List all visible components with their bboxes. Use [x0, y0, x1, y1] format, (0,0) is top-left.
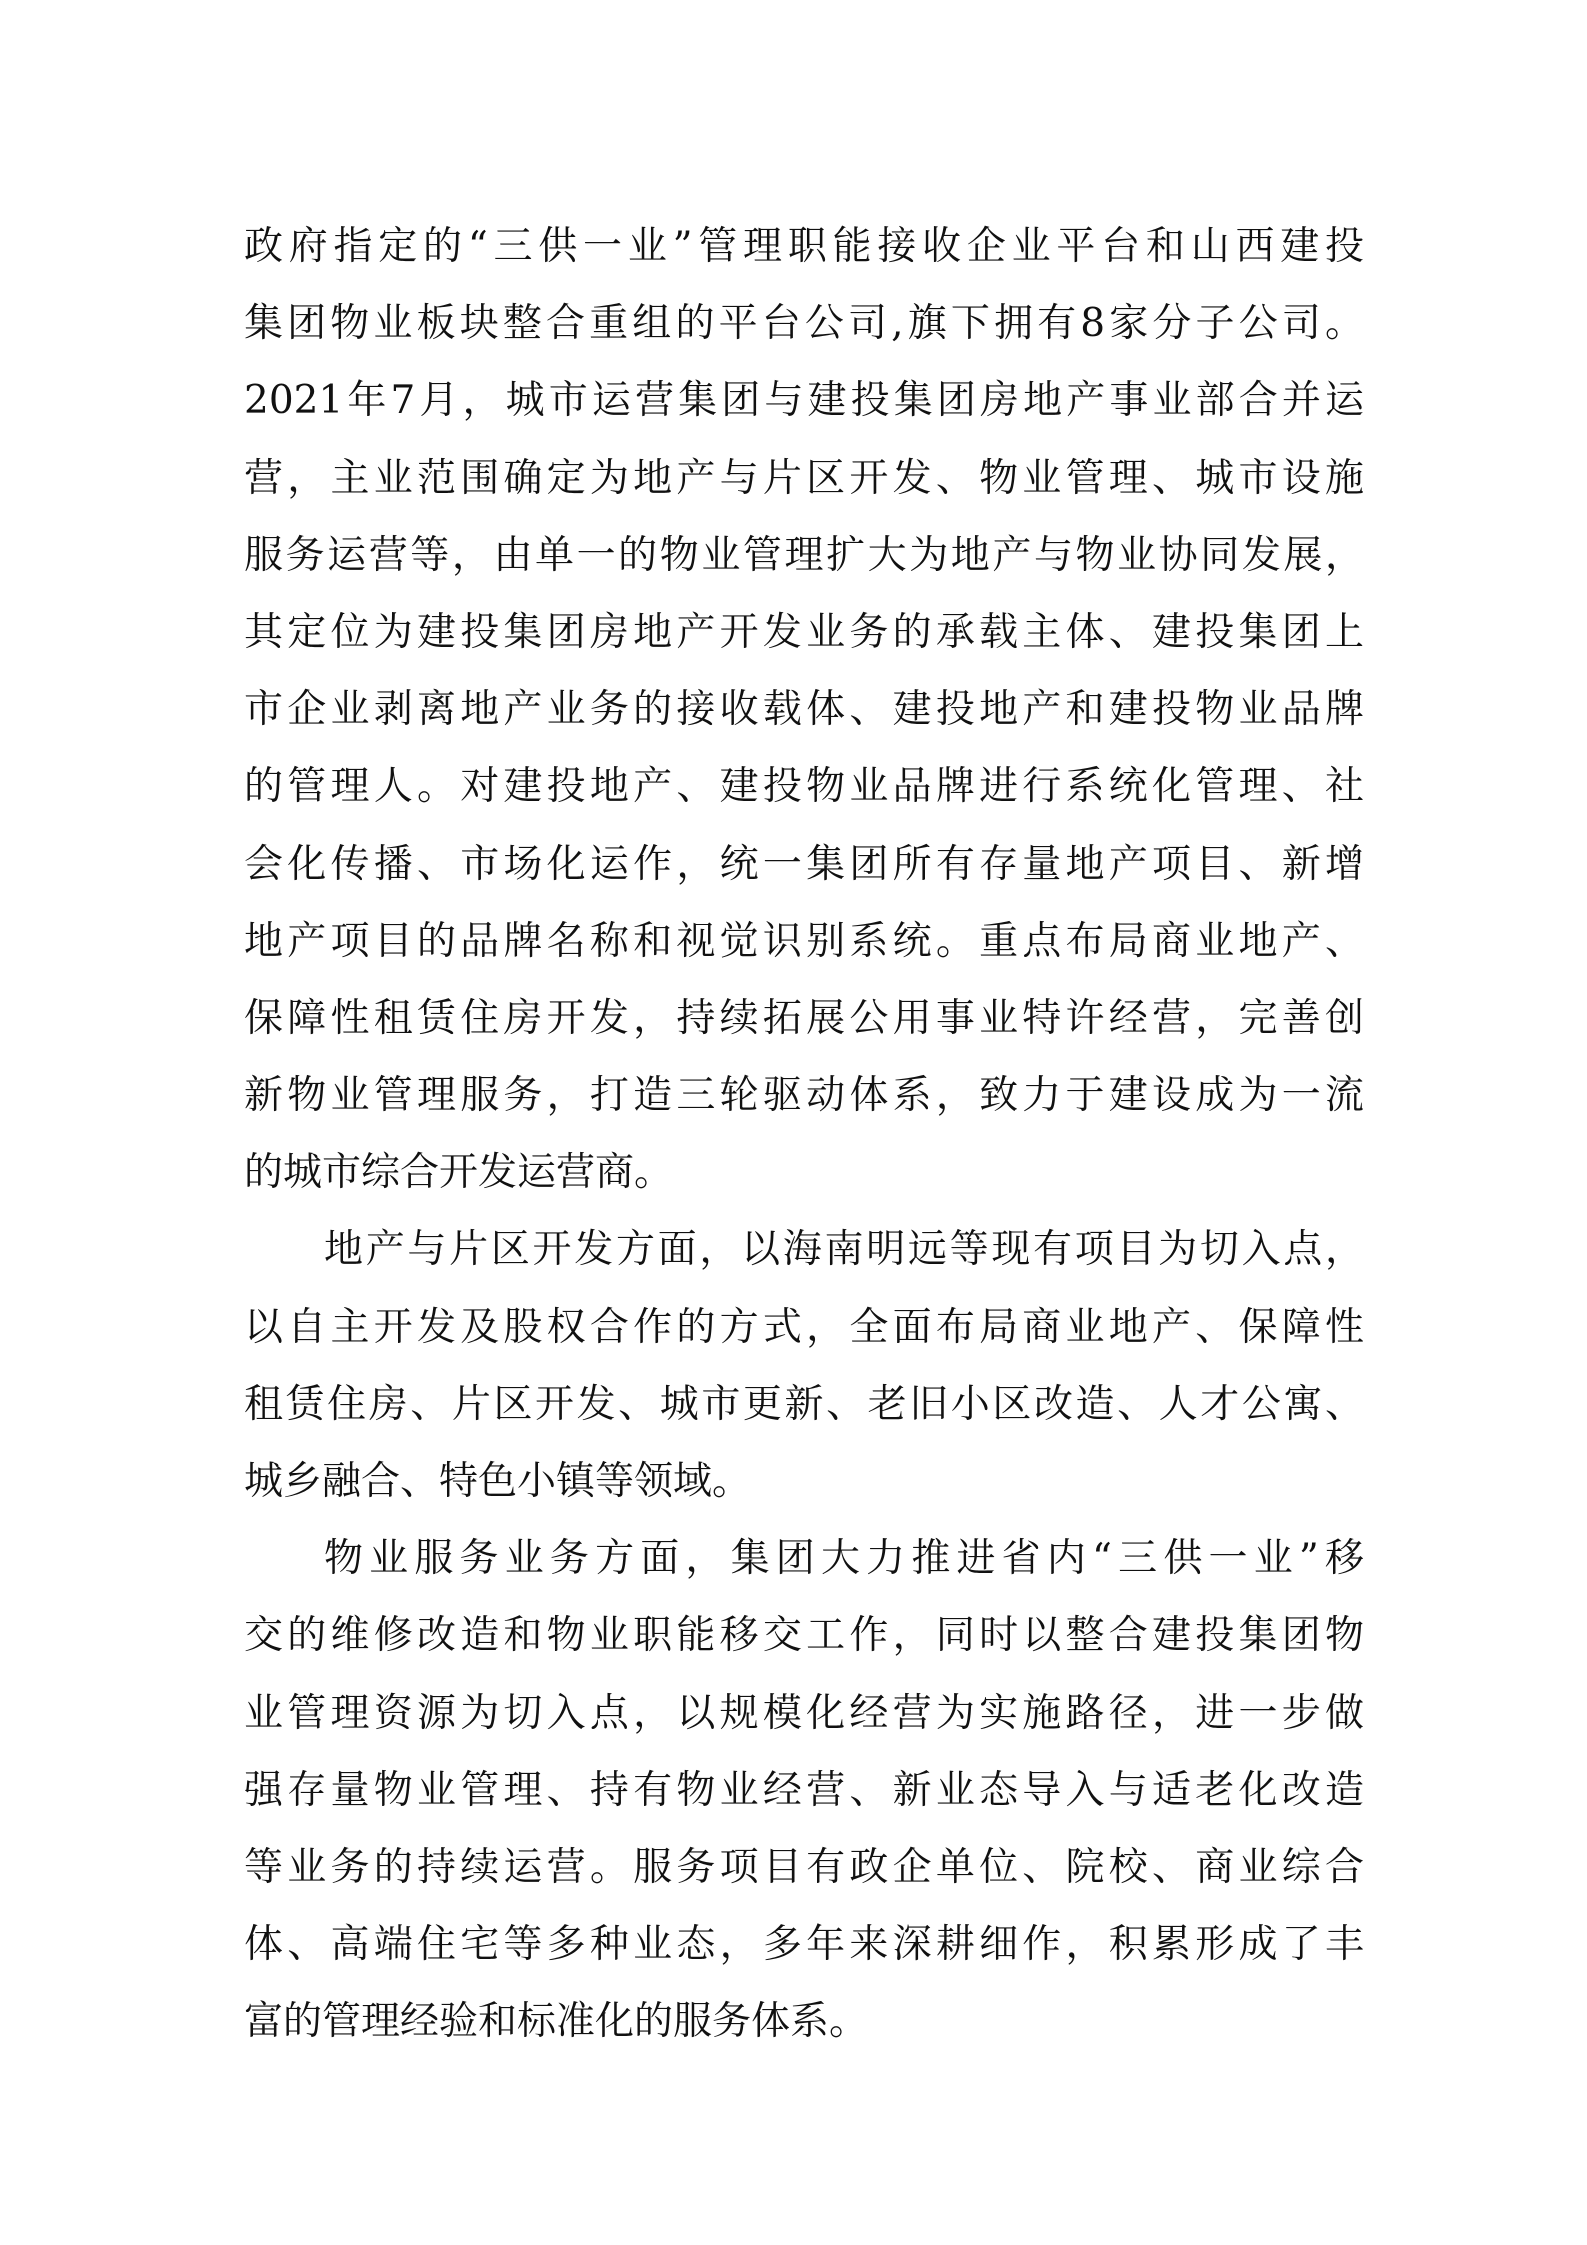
text-line: 地产项目的品牌名称和视觉识别系统。重点布局商业地产、 [244, 918, 1364, 964]
text-line: 的管理人。对建投地产、建投物业品牌进行系统化管理、社 [244, 764, 1364, 810]
paragraph-company-positioning [244, 208, 1364, 1211]
text-line: 物业服务业务方面，集团大力推进省内“三供一业”移 [324, 1536, 1364, 1582]
text-line: 营，主业范围确定为地产与片区开发、物业管理、城市设施 [244, 455, 1364, 501]
document-body [244, 208, 1364, 2061]
paragraph-property-services [244, 1520, 1364, 2060]
text-line: 体、高端住宅等多种业态，多年来深耕细作，积累形成了丰 [244, 1922, 1364, 1968]
text-line: 保障性租赁住房开发，持续拓展公用事业特许经营，完善创 [244, 995, 1364, 1041]
text-line: 其定位为建投集团房地产开发业务的承载主体、建投集团上 [244, 609, 1364, 655]
text-line: 集团物业板块整合重组的平台公司,旗下拥有8家分子公司。 [244, 301, 1364, 347]
text-line: 地产与片区开发方面，以海南明远等现有项目为切入点， [324, 1227, 1364, 1273]
text-line: 交的维修改造和物业职能移交工作，同时以整合建投集团物 [244, 1613, 1364, 1659]
paragraph-real-estate-development [244, 1211, 1364, 1520]
text-line: 强存量物业管理、持有物业经营、新业态导入与适老化改造 [244, 1767, 1364, 1813]
text-line: 业管理资源为切入点，以规模化经营为实施路径，进一步做 [244, 1690, 1364, 1736]
text-line: 服务运营等，由单一的物业管理扩大为地产与物业协同发展， [244, 532, 1364, 578]
text-line: 租赁住房、片区开发、城市更新、老旧小区改造、人才公寓、 [244, 1381, 1364, 1427]
text-line: 富的管理经验和标准化的服务体系。 [244, 1999, 869, 2045]
text-line: 市企业剥离地产业务的接收载体、建投地产和建投物业品牌 [244, 687, 1364, 733]
text-line: 以自主开发及股权合作的方式，全面布局商业地产、保障性 [244, 1304, 1364, 1350]
text-line: 新物业管理服务，打造三轮驱动体系，致力于建设成为一流 [244, 1073, 1364, 1119]
text-line: 会化传播、市场化运作，统一集团所有存量地产项目、新增 [244, 841, 1364, 887]
text-line: 的城市综合开发运营商。 [244, 1150, 674, 1196]
text-line: 城乡融合、特色小镇等领域。 [244, 1459, 752, 1504]
text-line: 2021年7月，城市运营集团与建投集团房地产事业部合并运 [244, 378, 1364, 424]
text-line: 等业务的持续运营。服务项目有政企单位、院校、商业综合 [244, 1844, 1364, 1890]
text-line: 政府指定的“三供一业”管理职能接收企业平台和山西建投 [244, 224, 1364, 269]
